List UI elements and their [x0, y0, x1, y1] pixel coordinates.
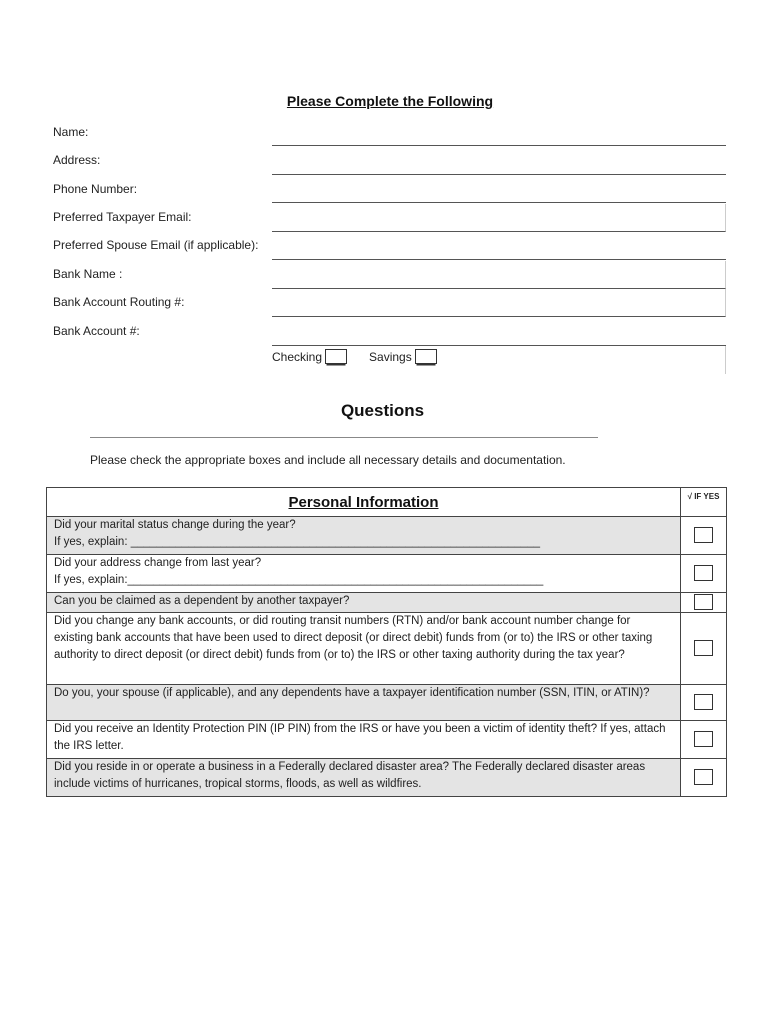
question-text: Did your marital status change during the year? If yes, explain: ________________________________________________________________ [47, 517, 681, 555]
yes-cell [681, 613, 727, 685]
yes-cell [681, 721, 727, 759]
routing-number-label: Bank Account Routing #: [53, 295, 185, 309]
question-text: Did you receive an Identity Protection PIN (IP PIN) from the IRS or have you been a victim of identity theft? If yes, attach the IRS letter. [47, 721, 681, 759]
address-field[interactable] [272, 147, 726, 175]
question-text: Did your address change from last year? If yes, explain:_________________________________________________________________ [47, 555, 681, 593]
yes-cell [681, 593, 727, 613]
table-header-row [47, 488, 727, 517]
savings-checkbox[interactable] [415, 349, 437, 364]
table-row [47, 613, 727, 685]
questions-divider [90, 437, 598, 438]
table-heading: Personal Information [47, 488, 681, 517]
question-text: Did you reside in or operate a business in a Federally declared disaster area? The Federally declared disaster areas include victims of hurricanes, tropical storms, floods, as well as wildfires. [47, 759, 681, 797]
table-row [47, 555, 727, 593]
spouse-email-label: Preferred Spouse Email (if applicable): [53, 238, 259, 252]
yes-cell [681, 517, 727, 555]
taxpayer-email-label: Preferred Taxpayer Email: [53, 210, 192, 224]
field-divider [725, 346, 726, 374]
routing-number-field[interactable] [272, 289, 726, 317]
account-number-field[interactable] [272, 318, 726, 346]
yes-cell [681, 555, 727, 593]
table-row [47, 685, 727, 721]
question-text: Can you be claimed as a dependent by another taxpayer? [47, 593, 681, 613]
account-type-options [272, 349, 437, 364]
bank-name-field[interactable] [272, 261, 726, 289]
if-yes-header: √ IF YES [681, 488, 727, 517]
instructions-text: Please check the appropriate boxes and include all necessary details and documentation. [90, 453, 566, 467]
table-row [47, 517, 727, 555]
name-label: Name: [53, 125, 89, 139]
checking-label: Checking [272, 350, 323, 364]
spouse-email-field[interactable] [272, 232, 726, 260]
taxpayer-email-field[interactable] [272, 204, 726, 232]
checking-checkbox[interactable] [325, 349, 347, 364]
yes-checkbox[interactable] [694, 769, 713, 785]
bank-name-label: Bank Name : [53, 267, 123, 281]
checking-option[interactable] [272, 349, 347, 364]
yes-checkbox[interactable] [694, 527, 713, 543]
yes-checkbox[interactable] [694, 565, 713, 581]
account-number-label: Bank Account #: [53, 324, 140, 338]
question-text: Do you, your spouse (if applicable), and any dependents have a taxpayer identification number (SSN, ITIN, or ATIN)? [47, 685, 681, 721]
table-row [47, 759, 727, 797]
table-row [47, 721, 727, 759]
yes-checkbox[interactable] [694, 731, 713, 747]
yes-cell [681, 759, 727, 797]
table-row [47, 593, 727, 613]
savings-option[interactable] [369, 349, 437, 364]
savings-label: Savings [369, 350, 412, 364]
yes-cell [681, 685, 727, 721]
yes-checkbox[interactable] [694, 640, 713, 656]
address-label: Address: [53, 153, 101, 167]
questions-heading: Questions [340, 401, 425, 420]
question-text: Did you change any bank accounts, or did routing transit numbers (RTN) and/or bank account number change for existing bank accounts that have been used to direct deposit (or direct debit) funds from (or to) the IRS or other taxing authority to direct deposit (or direct debit) funds from (or to) the IRS or other taxing authority during the tax year? [47, 613, 681, 685]
phone-field[interactable] [272, 175, 726, 203]
yes-checkbox[interactable] [694, 694, 713, 710]
name-field[interactable] [272, 118, 726, 146]
phone-label: Phone Number: [53, 182, 138, 196]
personal-information-table [46, 487, 727, 797]
form-title: Please Complete the Following [286, 93, 494, 109]
yes-checkbox[interactable] [694, 594, 713, 610]
